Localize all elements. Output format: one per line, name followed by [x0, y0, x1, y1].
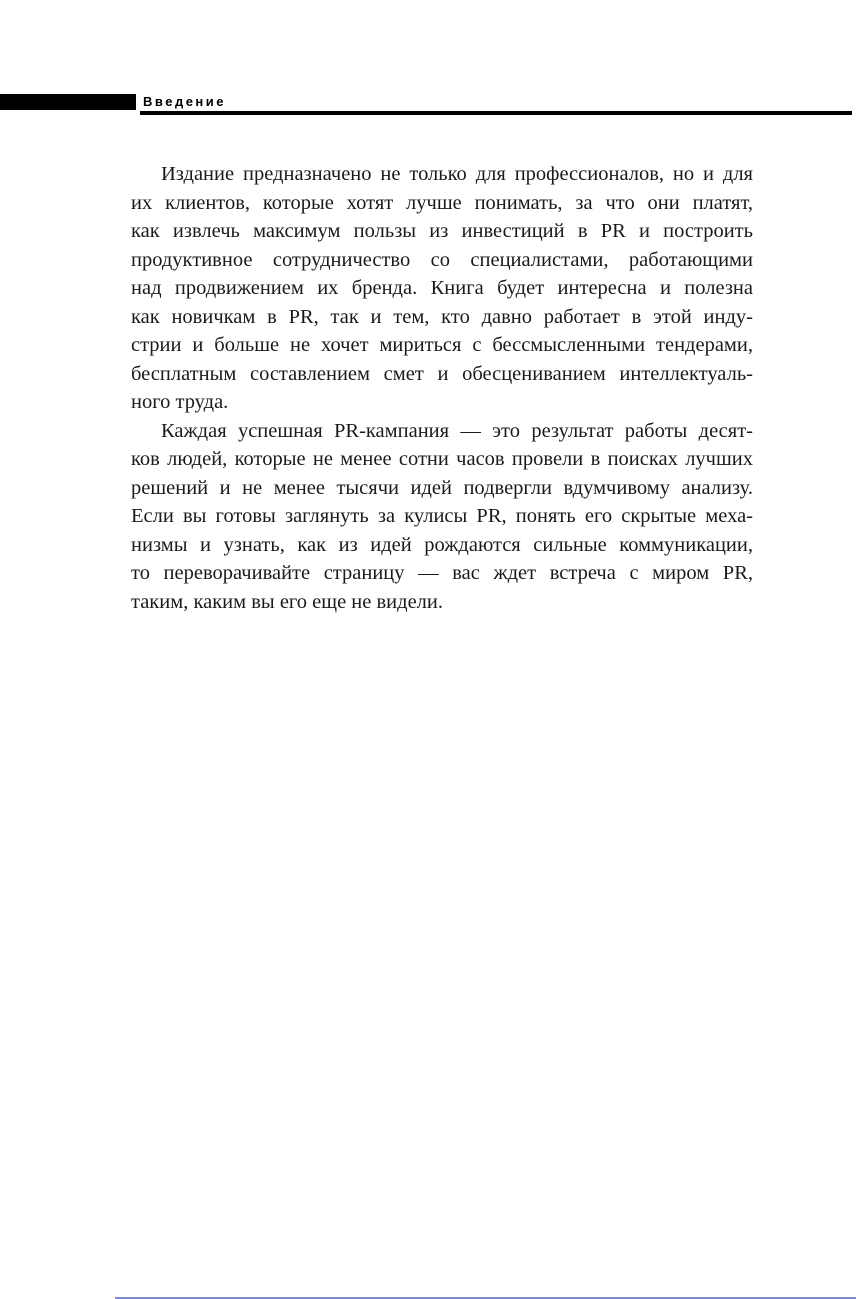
text-line: таким, каким вы его еще не видели. [131, 590, 443, 613]
text-line: их клиентов, которые хотят лучше понимать, за что они платят, [131, 191, 753, 214]
text-line: Если вы готовы заглянуть за кулисы PR, понять его скрытые меха- [131, 505, 753, 527]
text-line: ков людей, которые не менее сотни часов провели в поисках лучших [131, 448, 753, 470]
text-line: Каждая успешная PR-кампания — это результат работы десят- [161, 419, 753, 442]
text-line: Издание предназначено не только для профессионалов, но и для [161, 163, 753, 185]
text-line: над продвижением их бренда. Книга будет интересна и полезна [131, 277, 753, 299]
text-line: как новичкам в PR, так и тем, кто давно работает в этой инду- [131, 305, 753, 328]
chapter-marker-bar [0, 94, 136, 110]
text-line: бесплатным составлением смет и обесцениванием интеллектуаль- [131, 362, 753, 385]
header-rule [140, 111, 852, 115]
text-line: ного труда. [131, 391, 229, 413]
paragraph [131, 160, 753, 417]
text-line: продуктивное сотрудничество со специалистами, работающими [131, 248, 753, 271]
text-line: решений и не менее тысячи идей подвергли вдумчивому анализу. [131, 476, 753, 499]
text-line: стрии и больше не хочет мириться с бессмысленными тендерами, [131, 334, 753, 356]
paragraph [131, 417, 753, 617]
text-line: низмы и узнать, как из идей рождаются сильные коммуникации, [131, 533, 753, 556]
body-text [131, 160, 753, 616]
text-line: то переворачивайте страницу — вас ждет встреча с миром PR, [131, 562, 753, 584]
text-line: как извлечь максимум пользы из инвестиций в PR и построить [131, 220, 753, 242]
chapter-title: Введение [143, 94, 226, 109]
